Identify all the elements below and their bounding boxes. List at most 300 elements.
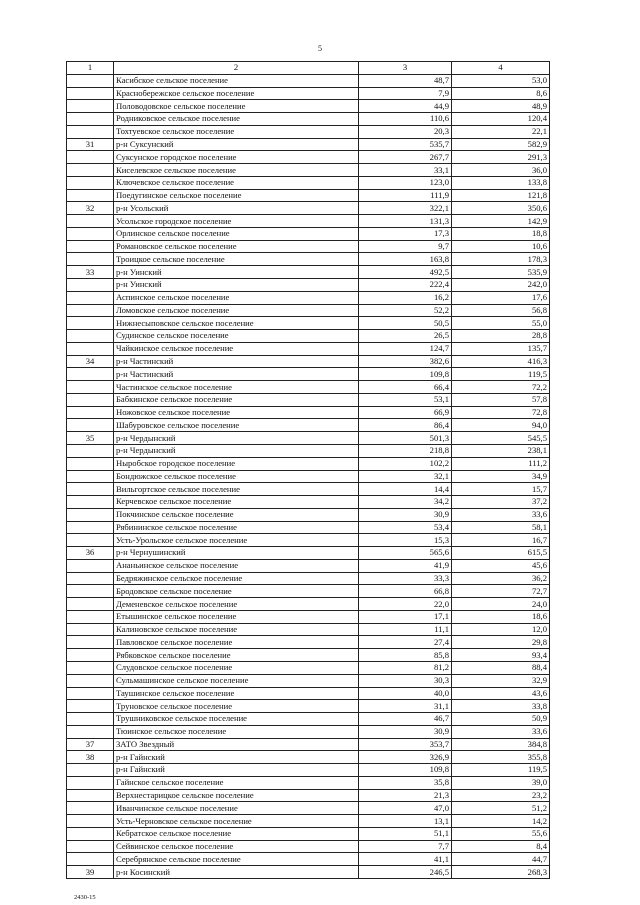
row-name: р-н Усольский: [114, 202, 359, 215]
row-name: р-н Чернушинский: [114, 547, 359, 560]
table-row: [67, 253, 550, 266]
row-value-4: 14,2: [452, 815, 550, 828]
row-name: Касибское сельское поселение: [114, 74, 359, 87]
row-value-3: 30,3: [359, 674, 452, 687]
row-value-4: 355,8: [452, 751, 550, 764]
table-row: [67, 151, 550, 164]
row-name: Шабуровское сельское поселение: [114, 419, 359, 432]
row-value-3: 33,1: [359, 164, 452, 177]
row-number: [67, 151, 114, 164]
row-value-4: 72,2: [452, 381, 550, 394]
row-name: р-н Гайнский: [114, 751, 359, 764]
table-row: [67, 444, 550, 457]
row-number: [67, 508, 114, 521]
row-name: Бродовское сельское поселение: [114, 585, 359, 598]
row-value-4: 119,5: [452, 368, 550, 381]
table-row: [67, 291, 550, 304]
row-name: Деменевское сельское поселение: [114, 598, 359, 611]
row-value-3: 31,1: [359, 700, 452, 713]
row-value-3: 109,8: [359, 368, 452, 381]
row-value-4: 133,8: [452, 176, 550, 189]
table-row: [67, 381, 550, 394]
row-value-3: 53,1: [359, 393, 452, 406]
row-value-4: 28,8: [452, 330, 550, 343]
row-value-3: 66,9: [359, 406, 452, 419]
row-number: [67, 240, 114, 253]
table-row: [67, 547, 550, 560]
row-value-4: 268,3: [452, 866, 550, 879]
table-row: [67, 304, 550, 317]
row-value-4: 56,8: [452, 304, 550, 317]
table-row: [67, 164, 550, 177]
row-number: [67, 253, 114, 266]
row-value-3: 48,7: [359, 74, 452, 87]
row-name: Родниковское сельское поселение: [114, 113, 359, 126]
row-value-3: 124,7: [359, 342, 452, 355]
row-name: Орлинское сельское поселение: [114, 227, 359, 240]
row-value-3: 246,5: [359, 866, 452, 879]
row-value-3: 50,5: [359, 317, 452, 330]
table-row: [67, 457, 550, 470]
row-value-4: 36,2: [452, 572, 550, 585]
row-value-3: 353,7: [359, 738, 452, 751]
row-value-3: 267,7: [359, 151, 452, 164]
row-value-4: 55,6: [452, 827, 550, 840]
row-number: [67, 100, 114, 113]
table-row: [67, 419, 550, 432]
row-name: Гайнское сельское поселение: [114, 776, 359, 789]
table-row: [67, 138, 550, 151]
row-name: Керчевское сельское поселение: [114, 496, 359, 509]
header-col-2: 2: [114, 62, 359, 75]
table-row: [67, 802, 550, 815]
row-value-4: 53,0: [452, 74, 550, 87]
row-value-4: 58,1: [452, 521, 550, 534]
row-value-3: 17,3: [359, 227, 452, 240]
row-name: Поедугинское сельское поселение: [114, 189, 359, 202]
row-name: Трушниковское сельское поселение: [114, 713, 359, 726]
row-value-4: 48,9: [452, 100, 550, 113]
row-value-3: 40,0: [359, 687, 452, 700]
row-number: [67, 176, 114, 189]
row-number: 36: [67, 547, 114, 560]
row-name: р-н Суксунский: [114, 138, 359, 151]
table-row: [67, 483, 550, 496]
table-row: [67, 189, 550, 202]
row-value-4: 8,4: [452, 840, 550, 853]
row-name: Краснобережское сельское поселение: [114, 87, 359, 100]
row-name: Нижнесыповское сельское поселение: [114, 317, 359, 330]
row-value-4: 178,3: [452, 253, 550, 266]
table-row: [67, 87, 550, 100]
row-number: 32: [67, 202, 114, 215]
row-number: 35: [67, 432, 114, 445]
row-value-4: 45,6: [452, 559, 550, 572]
table-row: [67, 100, 550, 113]
table-row: [67, 713, 550, 726]
row-number: [67, 304, 114, 317]
row-name: Киселевское сельское поселение: [114, 164, 359, 177]
row-number: [67, 368, 114, 381]
row-value-4: 416,3: [452, 355, 550, 368]
table-row: [67, 700, 550, 713]
row-number: [67, 189, 114, 202]
row-value-3: 163,8: [359, 253, 452, 266]
row-name: Етышинское сельское поселение: [114, 610, 359, 623]
header-col-3: 3: [359, 62, 452, 75]
row-number: [67, 661, 114, 674]
row-value-3: 34,2: [359, 496, 452, 509]
table-row: [67, 496, 550, 509]
row-number: [67, 572, 114, 585]
table-row: [67, 598, 550, 611]
row-name: Покчинское сельское поселение: [114, 508, 359, 521]
row-number: [67, 713, 114, 726]
table-row: [67, 508, 550, 521]
row-name: Чайкинское сельское поселение: [114, 342, 359, 355]
row-value-3: 222,4: [359, 279, 452, 292]
row-value-3: 26,5: [359, 330, 452, 343]
table-row: [67, 215, 550, 228]
table-row: [67, 661, 550, 674]
row-value-4: 72,7: [452, 585, 550, 598]
row-value-3: 44,9: [359, 100, 452, 113]
row-number: [67, 291, 114, 304]
row-number: [67, 789, 114, 802]
table-row: [67, 176, 550, 189]
row-name: р-н Косинский: [114, 866, 359, 879]
table-header-row: [67, 62, 550, 75]
row-value-3: 35,8: [359, 776, 452, 789]
row-name: Ломовское сельское поселение: [114, 304, 359, 317]
row-value-4: 142,9: [452, 215, 550, 228]
row-name: Вильгортское сельское поселение: [114, 483, 359, 496]
row-value-3: 32,1: [359, 470, 452, 483]
row-number: [67, 227, 114, 240]
table-row: [67, 572, 550, 585]
row-name: Ныробское городское поселение: [114, 457, 359, 470]
row-name: Романовское сельское поселение: [114, 240, 359, 253]
row-name: Ключевское сельское поселение: [114, 176, 359, 189]
table-row: [67, 266, 550, 279]
row-number: [67, 279, 114, 292]
row-value-4: 33,6: [452, 725, 550, 738]
row-number: [67, 393, 114, 406]
row-name: р-н Частинский: [114, 368, 359, 381]
row-name: Сульмашинское сельское поселение: [114, 674, 359, 687]
row-value-3: 111,9: [359, 189, 452, 202]
row-name: р-н Чердынский: [114, 444, 359, 457]
row-name: Судинское сельское поселение: [114, 330, 359, 343]
row-name: Усть-Черновское сельское поселение: [114, 815, 359, 828]
row-value-4: 34,9: [452, 470, 550, 483]
table-row: [67, 521, 550, 534]
row-number: 38: [67, 751, 114, 764]
row-value-3: 565,6: [359, 547, 452, 560]
row-number: [67, 623, 114, 636]
row-value-3: 27,4: [359, 636, 452, 649]
row-value-3: 52,2: [359, 304, 452, 317]
row-value-3: 110,6: [359, 113, 452, 126]
table-row: [67, 368, 550, 381]
row-value-4: 33,8: [452, 700, 550, 713]
row-value-4: 238,1: [452, 444, 550, 457]
row-value-3: 22,0: [359, 598, 452, 611]
budget-table-body: [67, 62, 550, 879]
row-value-3: 33,3: [359, 572, 452, 585]
row-name: Усть-Урольское сельское поселение: [114, 534, 359, 547]
row-value-4: 23,2: [452, 789, 550, 802]
row-name: Ножовское сельское поселение: [114, 406, 359, 419]
row-number: [67, 87, 114, 100]
row-value-4: 8,6: [452, 87, 550, 100]
row-value-4: 242,0: [452, 279, 550, 292]
row-value-3: 7,9: [359, 87, 452, 100]
row-name: Слудовское сельское поселение: [114, 661, 359, 674]
table-row: [67, 789, 550, 802]
table-row: [67, 585, 550, 598]
row-name: Таушинское сельское поселение: [114, 687, 359, 700]
table-row: [67, 406, 550, 419]
row-number: [67, 764, 114, 777]
row-number: [67, 381, 114, 394]
table-row: [67, 840, 550, 853]
row-value-3: 14,4: [359, 483, 452, 496]
row-value-4: 16,7: [452, 534, 550, 547]
row-value-4: 120,4: [452, 113, 550, 126]
row-name: р-н Чердынский: [114, 432, 359, 445]
row-value-4: 50,9: [452, 713, 550, 726]
row-number: [67, 853, 114, 866]
row-number: [67, 419, 114, 432]
row-number: [67, 406, 114, 419]
table-row: [67, 738, 550, 751]
row-name: Суксунское городское поселение: [114, 151, 359, 164]
row-name: Павловское сельское поселение: [114, 636, 359, 649]
row-number: [67, 636, 114, 649]
row-value-4: 51,2: [452, 802, 550, 815]
row-value-4: 135,7: [452, 342, 550, 355]
row-name: Бабкинское сельское поселение: [114, 393, 359, 406]
row-name: Рябковское сельское поселение: [114, 649, 359, 662]
row-value-3: 66,4: [359, 381, 452, 394]
table-row: [67, 202, 550, 215]
row-value-3: 66,8: [359, 585, 452, 598]
table-row: [67, 534, 550, 547]
row-value-3: 17,1: [359, 610, 452, 623]
row-value-4: 72,8: [452, 406, 550, 419]
row-value-4: 582,9: [452, 138, 550, 151]
table-row: [67, 125, 550, 138]
row-number: 33: [67, 266, 114, 279]
row-value-4: 291,3: [452, 151, 550, 164]
row-value-4: 121,8: [452, 189, 550, 202]
row-value-3: 41,1: [359, 853, 452, 866]
row-number: [67, 649, 114, 662]
row-value-3: 30,9: [359, 508, 452, 521]
row-name: Частинское сельское поселение: [114, 381, 359, 394]
row-number: [67, 610, 114, 623]
row-value-3: 123,0: [359, 176, 452, 189]
table-row: [67, 330, 550, 343]
row-value-4: 88,4: [452, 661, 550, 674]
table-row: [67, 317, 550, 330]
row-number: [67, 534, 114, 547]
row-value-4: 17,6: [452, 291, 550, 304]
table-row: [67, 227, 550, 240]
row-value-3: 41,9: [359, 559, 452, 572]
table-row: [67, 866, 550, 879]
row-name: Серебрянское сельское поселение: [114, 853, 359, 866]
row-name: Иванчинское сельское поселение: [114, 802, 359, 815]
row-name: р-н Частинский: [114, 355, 359, 368]
row-number: [67, 674, 114, 687]
row-number: [67, 802, 114, 815]
row-value-4: 57,8: [452, 393, 550, 406]
row-number: [67, 317, 114, 330]
table-row: [67, 610, 550, 623]
table-row: [67, 623, 550, 636]
budget-table: [66, 61, 550, 879]
table-row: [67, 827, 550, 840]
document-code: 2430-15: [74, 894, 96, 901]
row-number: [67, 687, 114, 700]
row-value-4: 29,8: [452, 636, 550, 649]
row-name: Тюинское сельское поселение: [114, 725, 359, 738]
table-row: [67, 393, 550, 406]
row-value-3: 20,3: [359, 125, 452, 138]
row-number: [67, 483, 114, 496]
row-number: [67, 330, 114, 343]
table-row: [67, 636, 550, 649]
row-name: р-н Гайнский: [114, 764, 359, 777]
row-value-4: 55,0: [452, 317, 550, 330]
row-number: [67, 164, 114, 177]
row-value-3: 501,3: [359, 432, 452, 445]
row-number: [67, 827, 114, 840]
row-value-3: 30,9: [359, 725, 452, 738]
row-name: Кебратское сельское поселение: [114, 827, 359, 840]
table-row: [67, 470, 550, 483]
row-value-4: 39,0: [452, 776, 550, 789]
row-name: Аспинское сельское поселение: [114, 291, 359, 304]
row-value-3: 7,7: [359, 840, 452, 853]
row-name: Труновское сельское поселение: [114, 700, 359, 713]
row-value-4: 10,6: [452, 240, 550, 253]
table-row: [67, 853, 550, 866]
table-row: [67, 815, 550, 828]
row-value-3: 21,3: [359, 789, 452, 802]
row-value-3: 53,4: [359, 521, 452, 534]
row-name: р-н Уинский: [114, 279, 359, 292]
table-row: [67, 342, 550, 355]
row-value-4: 15,7: [452, 483, 550, 496]
row-value-4: 44,7: [452, 853, 550, 866]
row-number: [67, 598, 114, 611]
row-value-3: 109,8: [359, 764, 452, 777]
row-number: [67, 113, 114, 126]
row-value-4: 43,6: [452, 687, 550, 700]
header-col-4: 4: [452, 62, 550, 75]
row-value-3: 46,7: [359, 713, 452, 726]
row-value-3: 535,7: [359, 138, 452, 151]
row-value-4: 545,5: [452, 432, 550, 445]
table-row: [67, 764, 550, 777]
row-value-3: 16,2: [359, 291, 452, 304]
row-number: 31: [67, 138, 114, 151]
row-name: Верхнестарицкое сельское поселение: [114, 789, 359, 802]
row-value-3: 322,1: [359, 202, 452, 215]
row-value-3: 86,4: [359, 419, 452, 432]
row-number: [67, 215, 114, 228]
row-name: Калиновское сельское поселение: [114, 623, 359, 636]
row-value-3: 13,1: [359, 815, 452, 828]
row-value-3: 51,1: [359, 827, 452, 840]
row-number: [67, 125, 114, 138]
row-name: р-н Уинский: [114, 266, 359, 279]
row-value-4: 93,4: [452, 649, 550, 662]
table-row: [67, 74, 550, 87]
table-row: [67, 240, 550, 253]
row-value-3: 47,0: [359, 802, 452, 815]
table-row: [67, 113, 550, 126]
row-number: [67, 559, 114, 572]
row-value-4: 384,8: [452, 738, 550, 751]
row-number: 34: [67, 355, 114, 368]
row-value-3: 218,8: [359, 444, 452, 457]
row-number: [67, 585, 114, 598]
row-value-4: 37,2: [452, 496, 550, 509]
table-row: [67, 776, 550, 789]
table-row: [67, 674, 550, 687]
row-value-4: 12,0: [452, 623, 550, 636]
row-number: [67, 815, 114, 828]
table-row: [67, 725, 550, 738]
row-number: [67, 700, 114, 713]
row-name: Тохтуевское сельское поселение: [114, 125, 359, 138]
row-name: Ананьинское сельское поселение: [114, 559, 359, 572]
row-number: [67, 521, 114, 534]
row-value-3: 15,3: [359, 534, 452, 547]
row-value-4: 119,5: [452, 764, 550, 777]
row-value-3: 382,6: [359, 355, 452, 368]
table-row: [67, 279, 550, 292]
table-row: [67, 751, 550, 764]
row-number: [67, 725, 114, 738]
row-value-4: 111,2: [452, 457, 550, 470]
row-value-4: 18,6: [452, 610, 550, 623]
page-number: 5: [318, 44, 322, 53]
row-number: [67, 74, 114, 87]
row-value-4: 33,6: [452, 508, 550, 521]
row-name: ЗАТО Звездный: [114, 738, 359, 751]
row-value-4: 18,8: [452, 227, 550, 240]
row-name: Бондюжское сельское поселение: [114, 470, 359, 483]
row-value-3: 85,8: [359, 649, 452, 662]
table-row: [67, 355, 550, 368]
row-value-4: 615,5: [452, 547, 550, 560]
row-value-4: 94,0: [452, 419, 550, 432]
row-value-4: 350,6: [452, 202, 550, 215]
row-value-3: 492,5: [359, 266, 452, 279]
row-value-4: 22,1: [452, 125, 550, 138]
table-row: [67, 687, 550, 700]
row-name: Бедряжинское сельское поселение: [114, 572, 359, 585]
row-value-3: 102,2: [359, 457, 452, 470]
row-value-3: 9,7: [359, 240, 452, 253]
row-value-4: 535,9: [452, 266, 550, 279]
row-number: [67, 840, 114, 853]
